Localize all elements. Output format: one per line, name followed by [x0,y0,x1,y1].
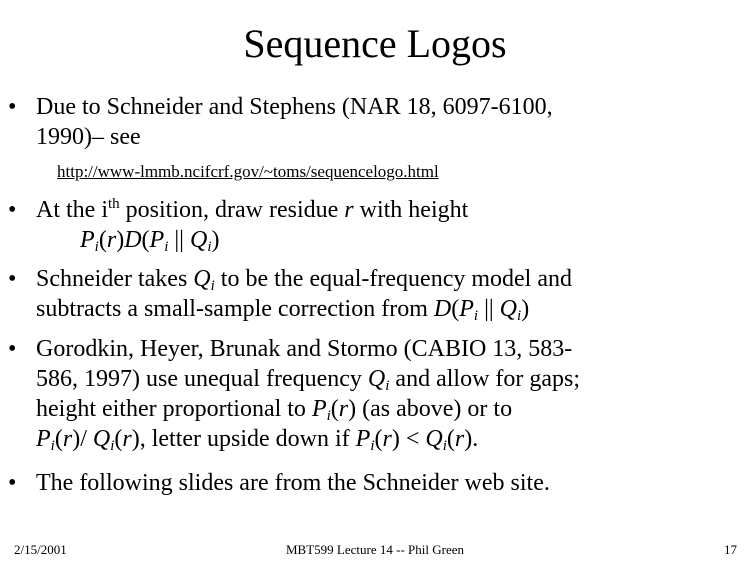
bullet-4-line-2: 586, 1997) use unequal frequency $Q_i$ and allow for gaps; [36,366,581,394]
bullet-4-line-1: Gorodkin, Heyer, Brunak and Stormo (CABIO 13, 583- [36,336,573,362]
bullet-3-line-1: Schneider takes $Q_i$ to be the equal-frequency model and [36,266,572,294]
page-number: 17 [724,542,737,557]
bullet-marker: • [8,336,17,362]
bullet-3-line-2: subtracts a small-sample correction from $D(P_i$ || $Q_i$) [36,296,530,324]
bullet-2-line-1: At the $i^{th}$ position, draw residue r with height [36,196,469,223]
slide-title: Sequence Logos [243,21,507,66]
sequencelogo-link[interactable]: http://www-lmmb.ncifcrf.gov/~toms/sequencelogo.html [57,162,439,181]
bullet-marker: • [8,94,17,120]
bullet-1-line-1: Due to Schneider and Stephens (NAR 18, 6097-6100, [36,94,553,120]
bullet-5-line-1: The following slides are from the Schneider web site. [36,470,550,496]
bullet-2-formula: $P_i(r)D(P_i$ || $Q_i$) [80,227,220,255]
footer-date: 2/15/2001 [14,542,67,557]
footer-title: MBT599 Lecture 14 -- Phil Green [286,542,464,557]
bullet-4-line-3: height either proportional to $P_i(r)$ (as above) or to [36,396,513,424]
bullet-marker: • [8,266,17,292]
bullet-marker: • [8,470,17,496]
bullet-4-line-4: $P_i(r)/$ $Q_i(r)$, letter upside down if $P_i(r) < Q_i(r)$. [36,426,479,454]
bullet-marker: • [8,197,17,223]
bullet-1-line-2: 1990)– see [36,124,141,150]
